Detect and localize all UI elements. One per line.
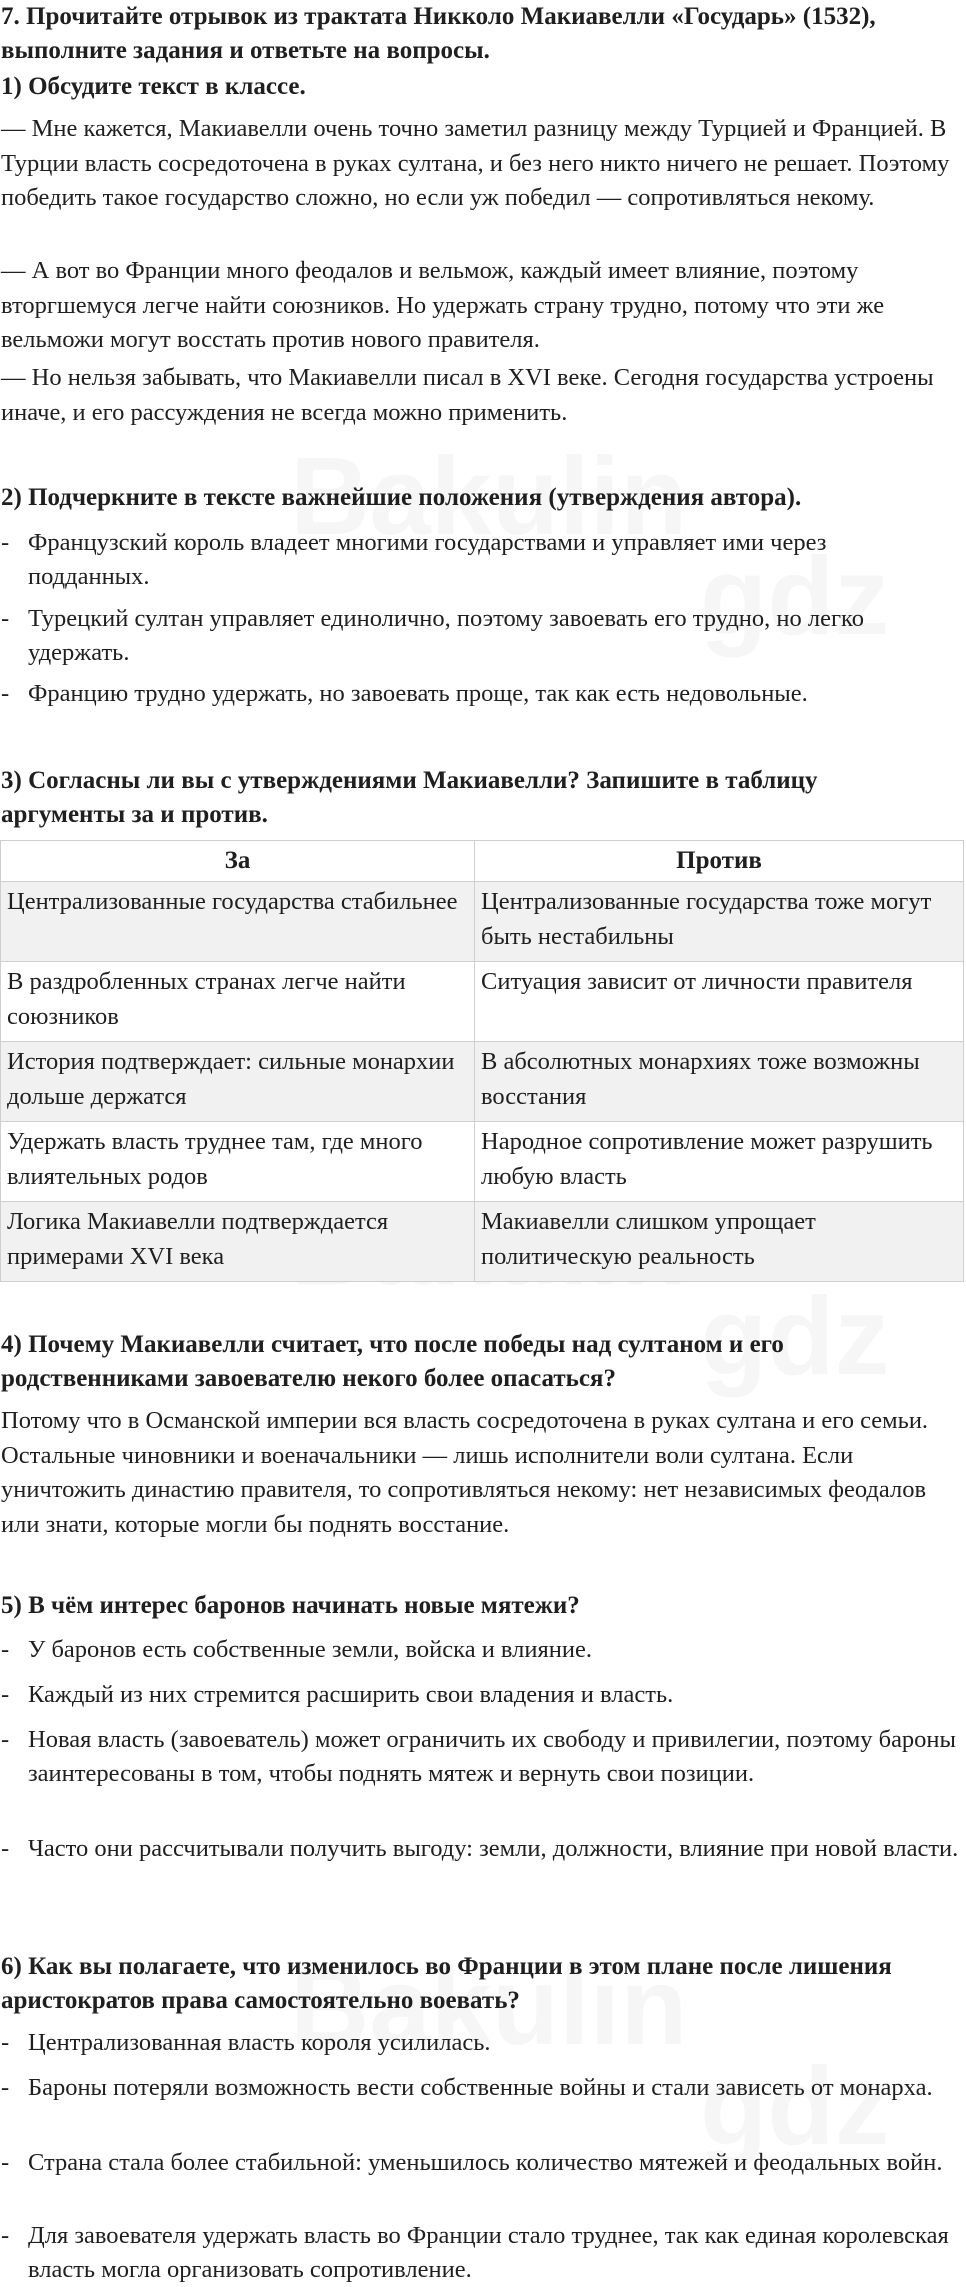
list-item	[1, 677, 958, 711]
q1-paragraph: — Мне кажется, Макиавелли очень точно заметил разницу между Турцией и Францией. В Турции власть сосредоточена в руках султана, и без него никто ничего не решает. Поэтому победить такое государство сложно, но если уж победил — сопротивляться некому.	[1, 115, 950, 211]
list-item-text: Централизованная власть короля усилилась.	[28, 2029, 491, 2056]
list-item	[1, 526, 948, 594]
table-cell-against: В абсолютных монархиях тоже возможны восстания	[475, 1042, 964, 1122]
list-item	[1, 2219, 966, 2287]
table-row	[1, 882, 964, 962]
table-cell-against: Централизованные государства тоже могут быть нестабильны	[475, 882, 964, 962]
table-row	[1, 1122, 964, 1202]
list-item	[1, 1723, 963, 1791]
bullet-dash: -	[1, 2149, 10, 2176]
list-item	[1, 1633, 963, 1667]
list-item	[1, 2071, 966, 2105]
q1-paragraph: — А вот во Франции много феодалов и вельмож, каждый имеет влияние, поэтому вторгшемуся легче найти союзников. Но удержать страну трудно, потому что эти же вельможи могут восстать против нового правителя.	[1, 257, 885, 353]
bullet-dash: -	[1, 1681, 10, 1708]
table-row	[1, 962, 964, 1042]
bullet-dash: -	[1, 2074, 10, 2101]
bullet-dash: -	[1, 605, 10, 632]
table-cell-for: Логика Макиавелли подтверждается примерами XVI века	[1, 1202, 475, 1282]
list-item-text: Часто они рассчитывали получить выгоду: земли, должности, влияние при новой власти.	[28, 1835, 959, 1862]
list-item-text: У баронов есть собственные земли, войска и влияние.	[28, 1636, 593, 1663]
list-item-text: Францию трудно удержать, но завоевать проще, так как есть недовольные.	[28, 680, 808, 707]
list-item	[1, 2026, 963, 2060]
table-row	[1, 1042, 964, 1122]
column-header-against: Против	[475, 841, 964, 882]
q1-paragraph: — Но нельзя забывать, что Макиавелли писал в XVI веке. Сегодня государства устроены иначе, и его рассуждения не всегда можно применить.	[1, 364, 934, 426]
bullet-dash: -	[1, 1726, 10, 1753]
q4-heading: 4) Почему Макиавелли считает, что после победы над султаном и его родственниками завоевателю некого более опасаться?	[1, 1331, 784, 1392]
table-row	[1, 1202, 964, 1282]
bullet-dash: -	[1, 2222, 10, 2249]
q2-heading: 2) Подчеркните в тексте важнейшие положения (утверждения автора).	[1, 484, 802, 511]
q1-heading: 1) Обсудите текст в классе.	[1, 73, 306, 100]
task-title: 7. Прочитайте отрывок из трактата Никколо Макиавелли «Государь» (1532), выполните задания и ответьте на вопросы.	[1, 3, 876, 64]
table-cell-against: Народное сопротивление может разрушить любую власть	[475, 1122, 964, 1202]
list-item-text: Для завоевателя удержать власть во Франции стало труднее, так как единая королевская власть могла организовать сопротивление.	[28, 2222, 949, 2283]
table-cell-for: Централизованные государства стабильнее	[1, 882, 475, 962]
list-item	[1, 2146, 963, 2180]
bullet-dash: -	[1, 1835, 10, 1862]
q6-heading: 6) Как вы полагаете, что изменилось во Франции в этом плане после лишения аристократов права самостоятельно воевать?	[1, 1953, 892, 2014]
table-cell-against: Ситуация зависит от личности правителя	[475, 962, 964, 1042]
list-item-text: Страна стала более стабильной: уменьшилось количество мятежей и феодальных войн.	[28, 2149, 943, 2176]
table-cell-for: Удержать власть труднее там, где много влиятельных родов	[1, 1122, 475, 1202]
arguments-table	[0, 840, 964, 1282]
table-cell-for: В раздробленных странах легче найти союзников	[1, 962, 475, 1042]
column-header-for: За	[1, 841, 475, 882]
table-cell-against: Макиавелли слишком упрощает политическую реальность	[475, 1202, 964, 1282]
q4-answer: Потому что в Османской империи вся власть сосредоточена в руках султана и его семьи. Остальные чиновники и военачальники — лишь исполнители воли султана. Если уничтожить династию правителя, то сопротивляться некому: нет независимых феодалов или знати, которые могли бы поднять восстание.	[1, 1407, 929, 1538]
list-item-text: Бароны потеряли возможность вести собственные войны и стали зависеть от монарха.	[28, 2074, 933, 2101]
list-item-text: Турецкий султан управляет единолично, поэтому завоевать его трудно, но легко удержать.	[28, 605, 864, 666]
table-cell-for: История подтверждает: сильные монархии дольше держатся	[1, 1042, 475, 1122]
bullet-dash: -	[1, 2029, 10, 2056]
list-item-text: Каждый из них стремится расширить свои владения и власть.	[28, 1681, 674, 1708]
table-header-row	[1, 841, 964, 882]
list-item-text: Французский король владеет многими государствами и управляет ими через подданных.	[28, 529, 827, 590]
bullet-dash: -	[1, 680, 10, 707]
list-item	[1, 1678, 963, 1712]
bullet-dash: -	[1, 1636, 10, 1663]
list-item	[1, 1832, 963, 1866]
list-item	[1, 602, 948, 670]
q3-heading: 3) Согласны ли вы с утверждениями Макиавелли? Запишите в таблицу аргументы за и против.	[1, 767, 818, 828]
q5-heading: 5) В чём интерес баронов начинать новые мятежи?	[1, 1592, 580, 1619]
list-item-text: Новая власть (завоеватель) может ограничить их свободу и привилегии, поэтому бароны заинтересованы в том, чтобы поднять мятеж и вернуть свои позиции.	[28, 1726, 957, 1787]
bullet-dash: -	[1, 529, 10, 556]
